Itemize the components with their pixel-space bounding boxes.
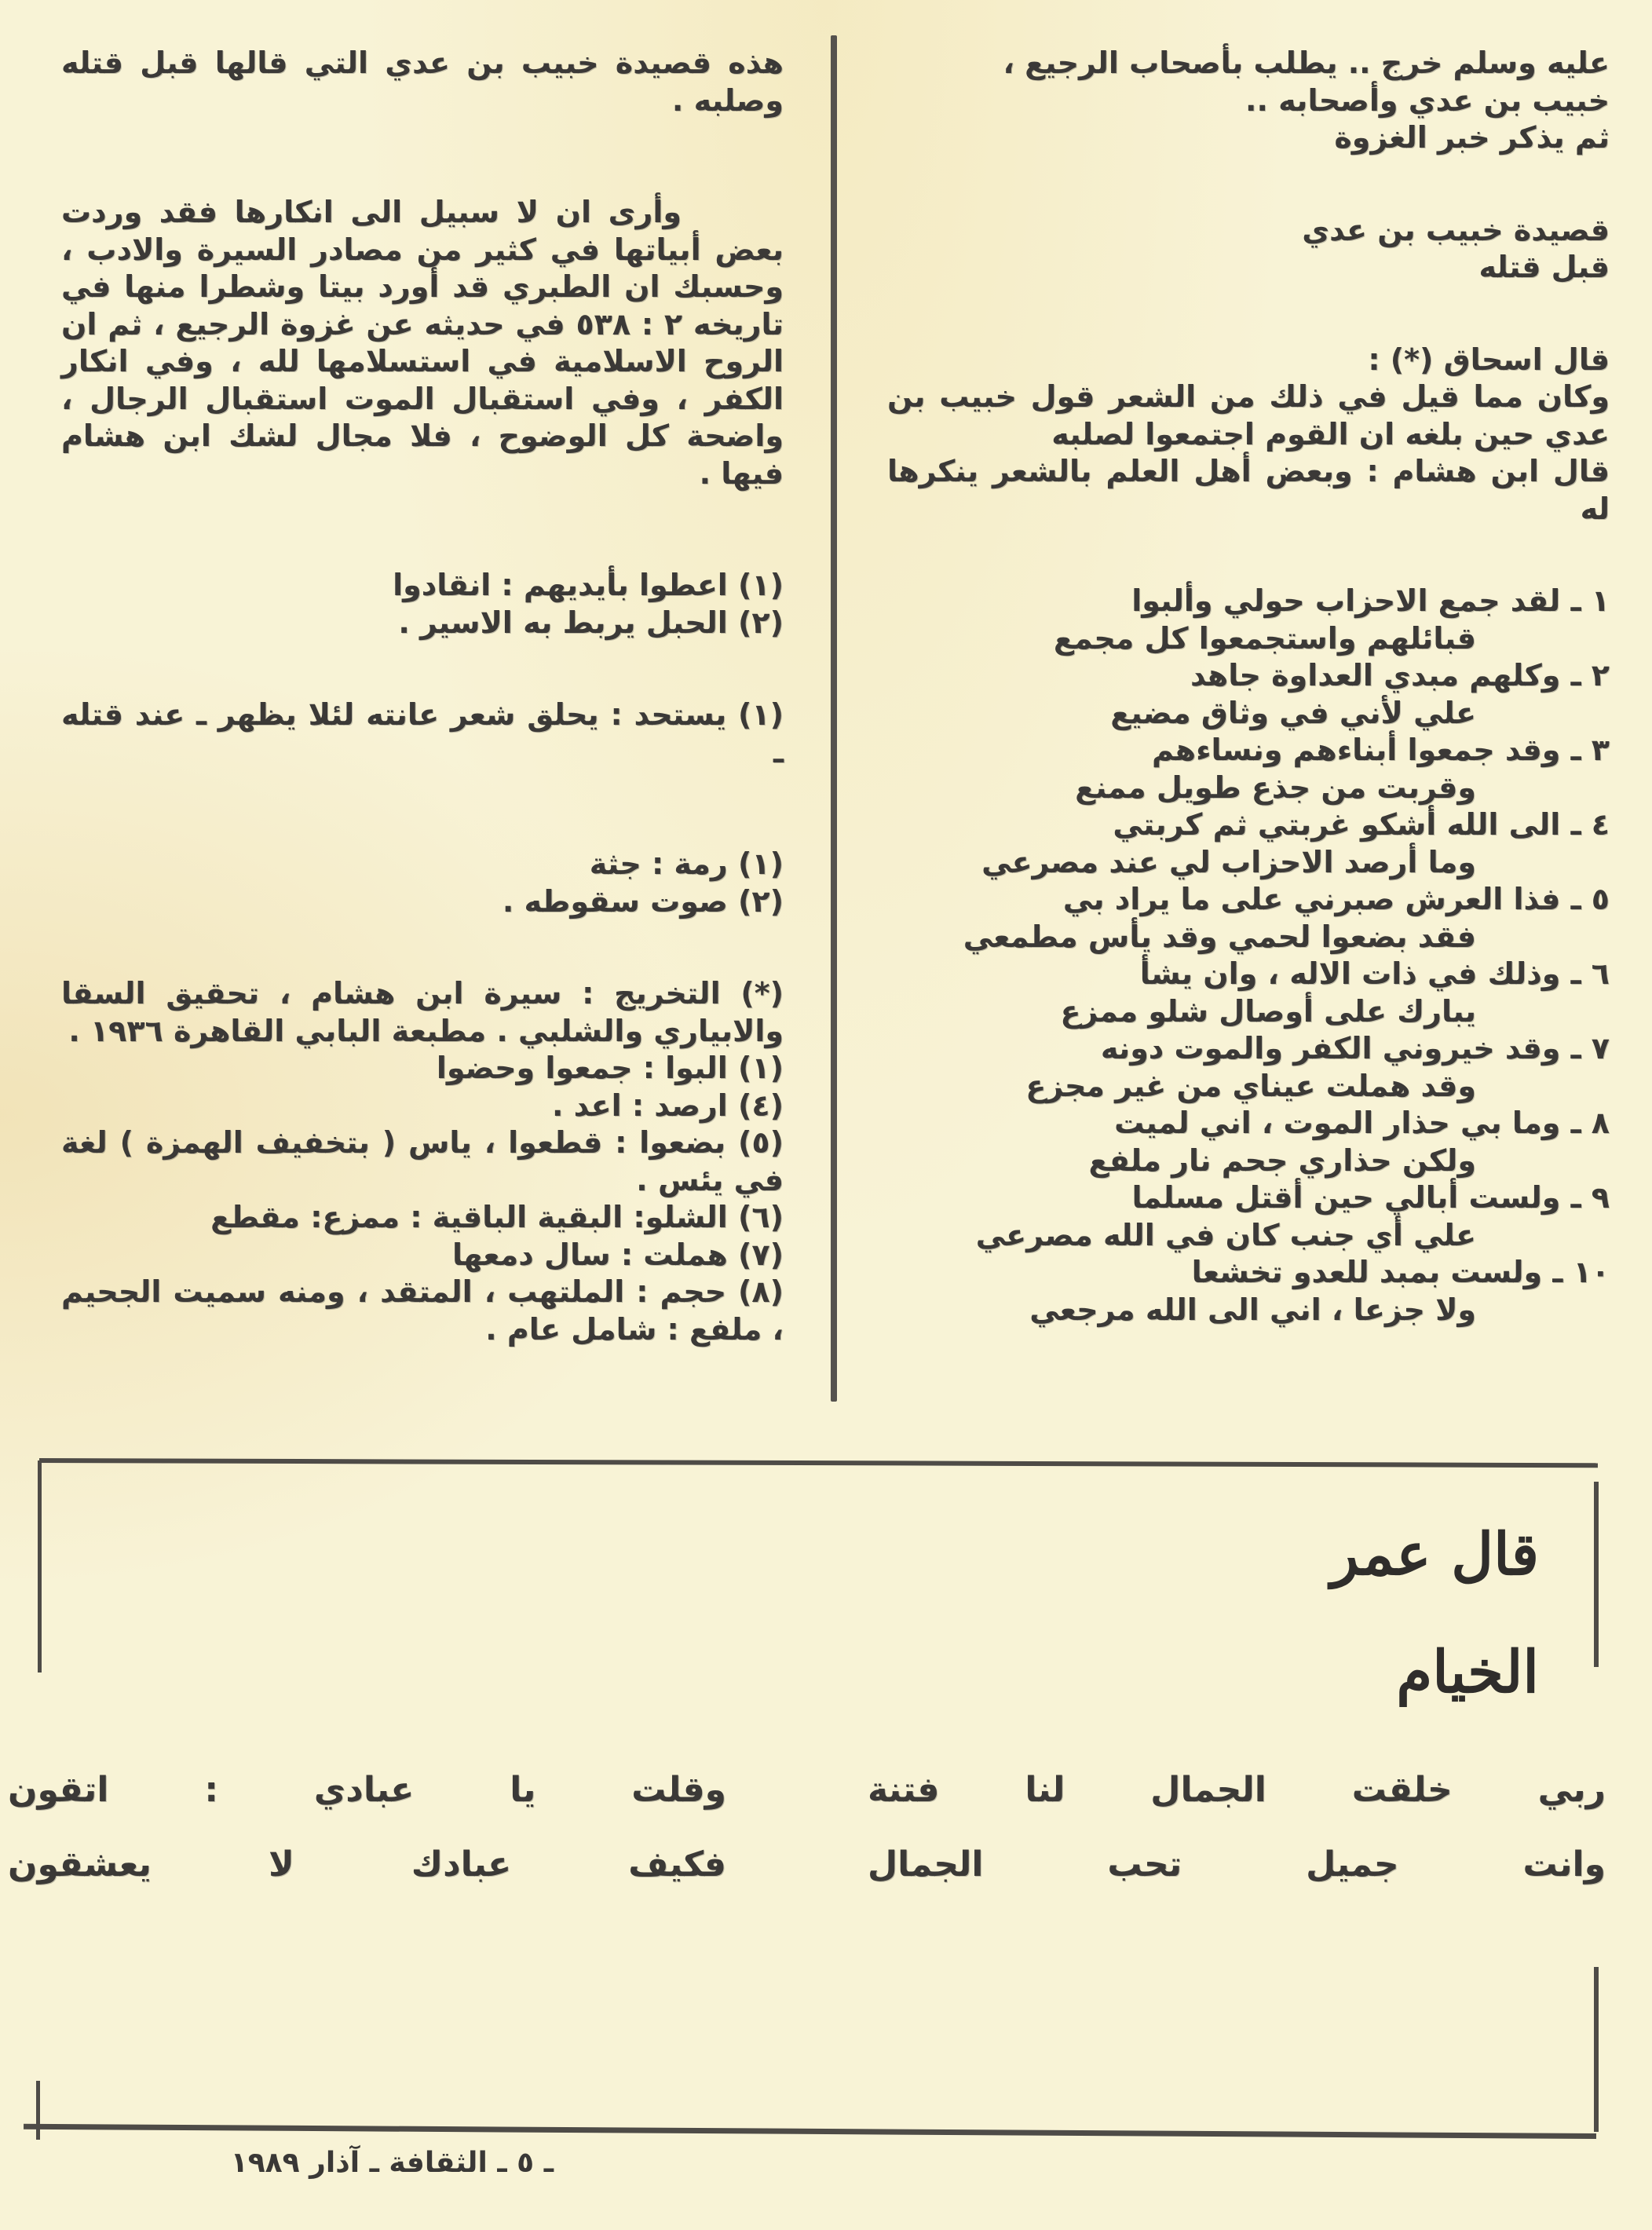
verse-number: ٤ — [1591, 807, 1610, 842]
verse: ٦ ـ وذلك في ذات الاله ، وان يشأ يبارك على أوصال شلو ممزع — [887, 956, 1610, 1030]
footnote: (١) اعطوا بأيديهم : انقادوا — [393, 568, 784, 602]
verse-second-hemistich: وقربت من جذع طويل ممنع — [1075, 770, 1476, 805]
footnote: (٥) بضعوا : قطعوا ، ياس ( بتخفيف الهمزة ) لغة في يئس . — [61, 1125, 784, 1197]
verse: ٣ ـ وقد جمعوا أبناءهم ونساءهم وقربت من جذع طويل ممنع — [887, 732, 1610, 806]
verse-number: ٧ — [1591, 1031, 1610, 1066]
verse-number: ١٠ — [1573, 1255, 1610, 1289]
box-border-left — [38, 1460, 42, 1672]
column-divider — [831, 35, 837, 1402]
quatrain-line: وقلت يا عبادي : اتقون — [8, 1770, 726, 1810]
box-border-right — [1594, 1967, 1599, 2132]
verse: ٢ ـ وكلهم مبدي العداوة جاهد علي لأني في وثاق مضيع — [887, 657, 1610, 732]
verse-second-hemistich: علي لأني في وثاق مضيع — [1110, 695, 1476, 730]
footnote: (١) رمة : جثة — [589, 846, 784, 881]
verse-first-hemistich: وما بي حذار الموت ، اني لميت — [1114, 1106, 1561, 1140]
commentary-paragraph: وأرى ان لا سبيل الى انكارها فقد وردت بعض أبياتها في كثير من مصادر السيرة والادب ، وحسبك ان الطبري قد أورد بيتا وشطرا منها في تاريخه ٢ : ٥٣٨ في حديثه عن غزوة الرجيع ، ثم ان الروح الاسلامية في استسلامها لله ، وفي انكار الكفر ، وفي استقبال الموت استقبال الرجال ، واضحة كل الوضوح ، فلا مجال لشك ابن هشام فيها . — [61, 195, 784, 491]
box-border-top — [39, 1458, 1598, 1468]
verse-first-hemistich: وكلهم مبدي العداوة جاهد — [1190, 658, 1561, 693]
verse-first-hemistich: لقد جمع الاحزاب حولي وألبوا — [1131, 583, 1561, 618]
verse: ٤ ـ الى الله أشكو غربتي ثم كربتي وما أرصد الاحزاب لي عند مصرعي — [887, 806, 1610, 881]
verse-second-hemistich: وما أرصد الاحزاب لي عند مصرعي — [981, 844, 1476, 879]
verse-number: ٥ — [1591, 882, 1610, 916]
poem-heading: قصيدة خبيب بن عدي — [1302, 212, 1610, 247]
quatrain-line: ربي خلقت الجمال لنا فتنة — [868, 1770, 1606, 1810]
footnote: (٨) حجم : الملتهب ، المتقد ، ومنه سميت الجحيم ، ملفع : شامل عام . — [61, 1274, 784, 1347]
page-footer: ـ ٥ ـ الثقافة ـ آذار ١٩٨٩ — [230, 2147, 554, 2179]
intro-line: ثم يذكر خبر الغزوة — [1334, 120, 1610, 155]
verse: ١٠ ـ ولست بمبد للعدو تخشعا ولا جزعا ، اني الى الله مرجعي — [887, 1254, 1610, 1329]
poem-heading: قبل قتله — [1478, 250, 1610, 284]
verse-second-hemistich: ولا جزعا ، اني الى الله مرجعي — [1029, 1292, 1476, 1327]
verse-number: ١ — [1591, 583, 1610, 618]
footnote: (١) البوا : جمعوا وحضوا — [436, 1051, 784, 1085]
verse-number: ٦ — [1591, 956, 1610, 991]
box-border-right — [1594, 1482, 1599, 1667]
intro-line: خبيب بن عدي وأصحابه .. — [1245, 82, 1610, 118]
footnote: (٧) هملت : سال دمعها — [451, 1237, 784, 1272]
quatrain-line: وانت جميل تحب الجمال — [868, 1844, 1606, 1885]
verse: ٧ ـ وقد خيروني الكفر والموت دونه وقد هملت عيناي من غير مجزع — [887, 1030, 1610, 1105]
footnote-source: (*) التخريج : سيرة ابن هشام ، تحقيق السقا والابياري والشلبي . مطبعة البابي القاهرة ١٩٣٦ . — [61, 976, 784, 1048]
right-column — [887, 45, 1610, 1329]
quatrain-line: فكيف عبادك لا يعشقون — [8, 1844, 726, 1885]
footnote: (١) يستحد : يحلق شعر عانته لئلا يظهر ـ عند قتله ـ — [61, 697, 784, 770]
verse: ٨ ـ وما بي حذار الموت ، اني لميت ولكن حذاري جحم نار ملفع — [887, 1105, 1610, 1179]
verse: ٩ ـ ولست أبالي حين أقتل مسلما علي أي جنب كان في الله مصرعي — [887, 1179, 1610, 1254]
verse-second-hemistich: قبائلهم واستجمعوا كل مجمع — [1053, 620, 1476, 656]
calligraphy-title: قال عمر الخيام — [1330, 1521, 1539, 1706]
verse-number: ٣ — [1591, 733, 1610, 767]
intro-paragraph: هذه قصيدة خبيب بن عدي التي قالها قبل قتله وصلبه . — [61, 46, 784, 118]
verse-number: ٨ — [1591, 1106, 1610, 1140]
footnote: (٦) الشلو: البقية الباقية : ممزع: مقطع — [210, 1200, 784, 1234]
verse-first-hemistich: فذا العرش صبرني على ما يراد بي — [1062, 882, 1561, 916]
intro-line: عليه وسلم خرج .. يطلب بأصحاب الرجيع ، — [1003, 46, 1610, 80]
box-border-left — [36, 2081, 40, 2140]
verse-second-hemistich: فقد بضعوا لحمي وقد يأس مطمعي — [963, 919, 1476, 954]
verse-number: ٢ — [1591, 658, 1610, 693]
quote-paragraph: قال ابن هشام : وبعض أهل العلم بالشعر ينكرها له — [887, 454, 1610, 526]
verse: ٥ ـ فذا العرش صبرني على ما يراد بي فقد بضعوا لحمي وقد يأس مطمعي — [887, 881, 1610, 956]
verse-first-hemistich: وذلك في ذات الاله ، وان يشأ — [1139, 956, 1561, 991]
verse-first-hemistich: وقد خيروني الكفر والموت دونه — [1100, 1031, 1561, 1066]
footnote: (٢) الحبل يربط به الاسير . — [398, 605, 784, 640]
verse-first-hemistich: ولست بمبد للعدو تخشعا — [1191, 1255, 1543, 1289]
footnote: (٢) صوت سقوطه . — [502, 883, 784, 919]
verse-second-hemistich: وقد هملت عيناي من غير مجزع — [1025, 1068, 1476, 1103]
box-border-bottom — [24, 2124, 1596, 2139]
quote-intro: قال اسحاق (*) : — [1368, 342, 1610, 377]
verse-second-hemistich: يبارك على أوصال شلو ممزع — [1060, 993, 1476, 1029]
verse-second-hemistich: ولكن حذاري جحم نار ملفع — [1088, 1142, 1476, 1178]
left-column — [61, 45, 784, 1348]
verse-first-hemistich: الى الله أشكو غربتي ثم كربتي — [1113, 807, 1561, 842]
verse-number: ٩ — [1591, 1180, 1610, 1215]
verse-second-hemistich: علي أي جنب كان في الله مصرعي — [975, 1217, 1476, 1252]
verse: ١ ـ لقد جمع الاحزاب حولي وألبوا قبائلهم واستجمعوا كل مجمع — [887, 583, 1610, 657]
quote-paragraph: وكان مما قيل في ذلك من الشعر قول خبيب بن عدي حين بلغه ان القوم اجتمعوا لصلبه — [887, 379, 1610, 451]
verse-first-hemistich: وقد جمعوا أبناءهم ونساءهم — [1151, 733, 1561, 767]
verse-first-hemistich: ولست أبالي حين أقتل مسلما — [1131, 1180, 1561, 1215]
footnote: (٤) ارصد : اعد . — [552, 1088, 784, 1123]
